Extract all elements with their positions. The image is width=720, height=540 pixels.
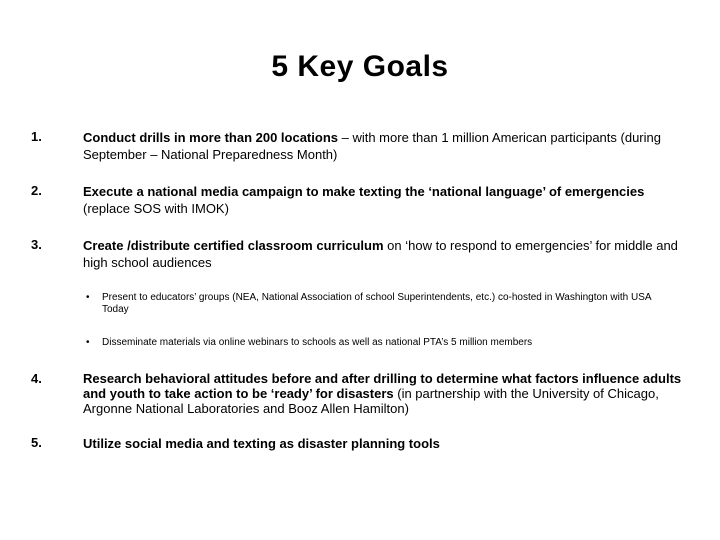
goal-text bbox=[83, 435, 683, 452]
goal-lead-text: Research behavioral attitudes before and after drilling to determine what factors influence adults and youth to take action to be ‘ready’ for disasters bbox=[83, 371, 682, 401]
sub-item-text: Present to educators’ groups (NEA, National Association of school Superintendents, etc.) co-hosted in Washington with USA Today bbox=[102, 292, 651, 315]
goal-lead-text: Utilize social media and texting as disaster planning tools bbox=[83, 436, 440, 451]
goal-number: 4. bbox=[31, 371, 42, 386]
goal-lead-text: Conduct drills in more than 200 locations bbox=[83, 130, 338, 145]
goal-detail-text: – with more than 1 million American participants (during September – National Preparedness Month) bbox=[83, 130, 661, 162]
goal-number: 3. bbox=[31, 237, 42, 252]
goal-text bbox=[83, 183, 683, 217]
page-title: 5 Key Goals bbox=[271, 50, 449, 83]
goal-number: 2. bbox=[31, 183, 42, 198]
bullet-icon: • bbox=[86, 337, 90, 348]
goal-text bbox=[83, 371, 683, 416]
goal-text bbox=[83, 129, 683, 163]
goal-number: 5. bbox=[31, 435, 42, 450]
goal-detail-text: (in partnership with the University of Chicago, Argonne National Laboratories and Booz Allen Hamilton) bbox=[83, 386, 659, 416]
goal-text bbox=[83, 237, 683, 271]
bullet-icon: • bbox=[86, 292, 90, 303]
goal-detail-text: (replace SOS with IMOK) bbox=[83, 201, 229, 216]
goal-lead-text: Create /distribute certified classroom curriculum bbox=[83, 238, 384, 253]
sub-item-text: Disseminate materials via online webinars to schools as well as national PTA’s 5 million members bbox=[102, 337, 533, 348]
goal-number: 1. bbox=[31, 129, 42, 144]
goal-lead-text: Execute a national media campaign to make texting the ‘national language’ of emergencies bbox=[83, 184, 645, 199]
goal-detail-text: on ‘how to respond to emergencies’ for middle and high school audiences bbox=[83, 238, 678, 270]
